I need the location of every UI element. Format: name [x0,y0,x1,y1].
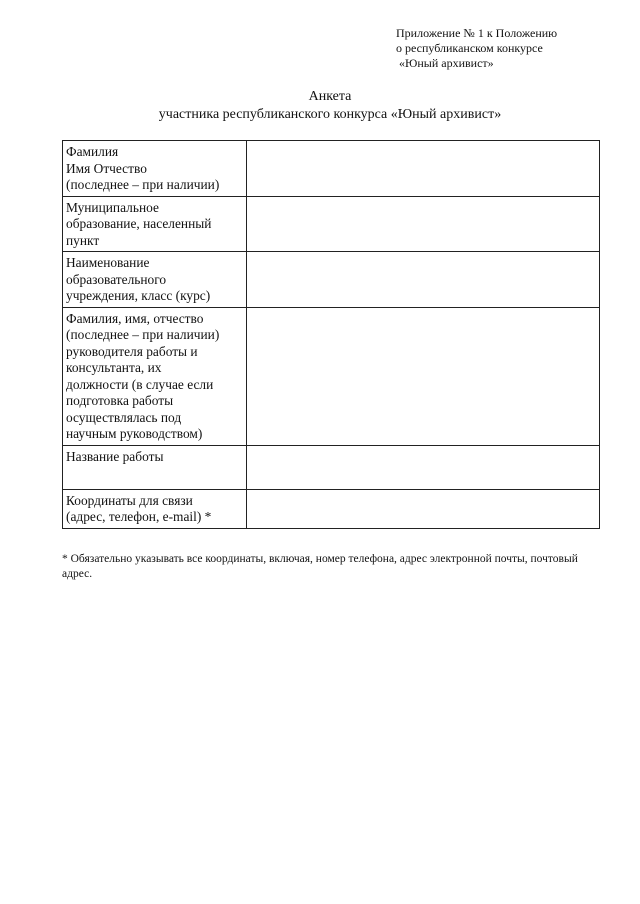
label-full-name [63,141,247,197]
label-line: образование, населенный [66,216,212,231]
label-line: пункт [66,232,100,248]
field-full-name[interactable] [247,141,600,197]
questionnaire-table [62,140,600,529]
footnote: * Обязательно указывать все координаты, включая, номер телефона, адрес электронной почты, почтовый адрес. [62,553,578,580]
row-work-title [63,445,600,489]
row-full-name [63,141,600,197]
appendix-line-1: Приложение № 1 к Положению [396,26,558,40]
label-line: (последнее – при наличии) [66,327,220,342]
label-line: учреждения, класс (курс) [66,288,211,303]
row-institution [63,252,600,308]
label-line: (адрес, телефон, e-mail) * [66,509,212,524]
field-institution[interactable] [247,252,600,308]
label-line: консультанта, их [66,360,162,375]
label-line: образовательного [66,271,167,287]
title-line-1: Анкета [308,89,352,104]
label-work-title [63,445,247,489]
label-line: Муниципальное [66,199,159,215]
field-work-title[interactable] [247,445,600,489]
label-line: Фамилия [66,144,119,159]
row-municipality [63,196,600,252]
label-line: должности (в случае если [66,376,214,392]
label-line: Координаты для связи [66,492,193,508]
label-line: Наименование [66,255,150,270]
field-municipality[interactable] [247,196,600,252]
label-municipality [63,196,247,252]
label-line: (последнее – при наличии) [66,177,220,192]
label-institution [63,252,247,308]
appendix-line-3: «Юный архивист» [399,56,494,70]
label-line: подготовка работы [66,393,174,408]
label-supervisor [63,307,247,445]
label-line: Имя Отчество [66,160,147,176]
row-contacts [63,489,600,528]
row-supervisor [63,307,600,445]
label-line: научным руководством) [66,426,203,441]
appendix-note [396,26,626,71]
field-supervisor[interactable] [247,307,600,445]
label-line: осуществлялась под [66,409,182,425]
label-line: Название работы [66,448,164,464]
document-title [0,88,640,124]
field-contacts[interactable] [247,489,600,528]
title-line-2: участника республиканского конкурса «Юный архивист» [158,107,502,122]
label-contacts [63,489,247,528]
label-line: Фамилия, имя, отчество [66,310,204,326]
appendix-line-2: о республиканском конкурсе [396,41,543,55]
label-line: руководителя работы и [66,343,198,359]
